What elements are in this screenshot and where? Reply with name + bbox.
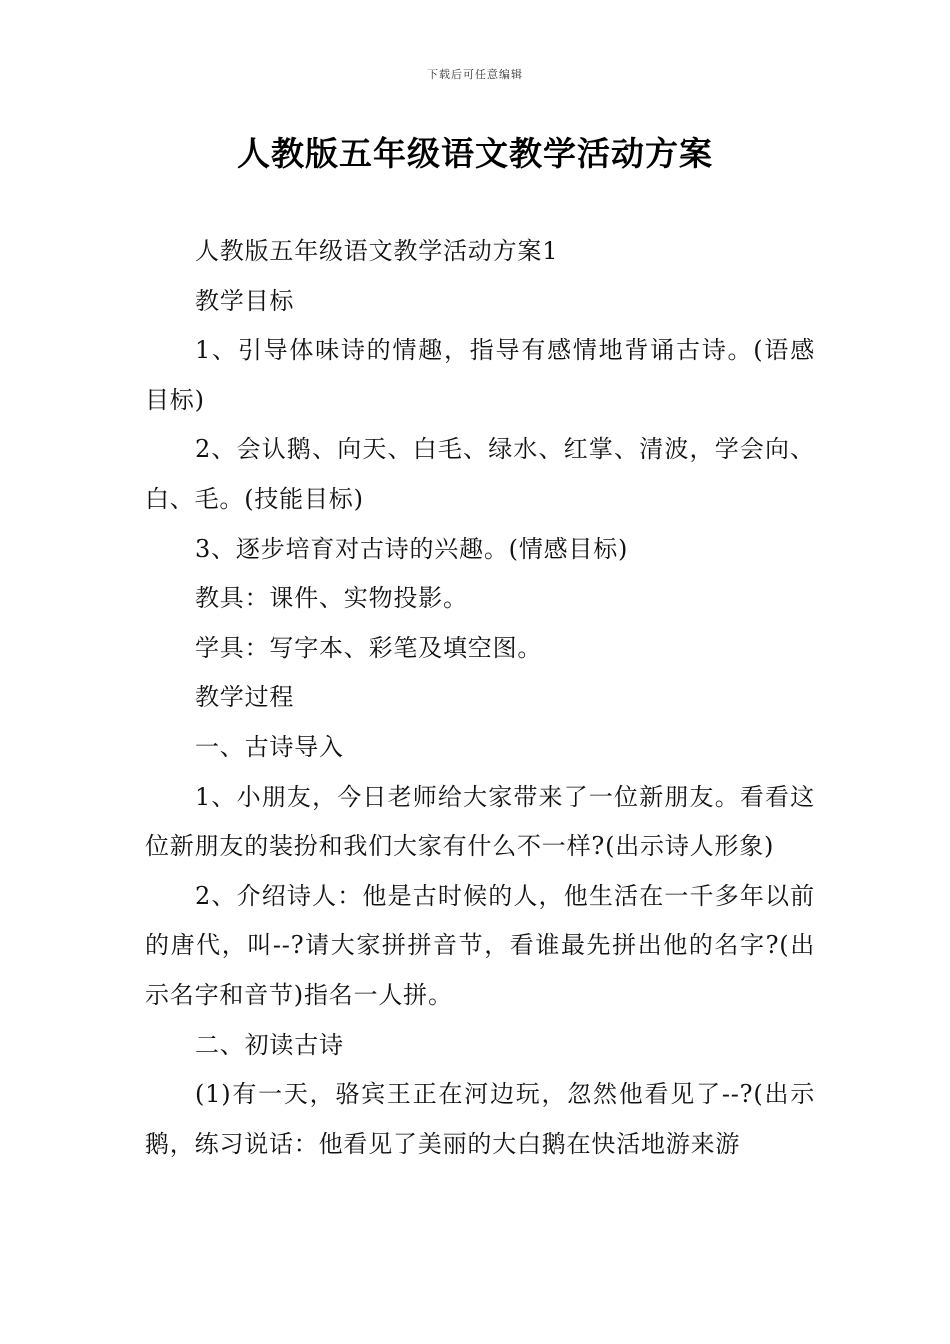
paragraph: 学具：写字本、彩笔及填空图。	[195, 633, 543, 662]
section-heading: 二、初读古诗	[195, 1030, 344, 1059]
paragraph: 教具：课件、实物投影。	[195, 584, 468, 613]
section-heading: 人教版五年级语文教学活动方案1	[195, 237, 559, 265]
section-heading: 一、古诗导入	[195, 732, 344, 761]
header-note: 下载后可任意编辑	[427, 68, 523, 81]
section-heading: 教学过程	[195, 683, 295, 712]
paragraph: 1、引导体味诗的情趣，指导有感情地背诵古诗。(语感目标)	[145, 336, 815, 414]
paragraph: 2、介绍诗人：他是古时候的人，他生活在一千多年以前的唐代，叫--?请大家拼拼音节，看谁最先拼出他的名字?(出示名字和音节)指名一人拼。	[145, 881, 815, 1009]
paragraph: 1、小朋友，今日老师给大家带来了一位新朋友。看看这位新朋友的装扮和我们大家有什么不一样?(出示诗人形象)	[145, 782, 815, 861]
paragraph: 3、逐步培育对古诗的兴趣。(情感目标)	[195, 534, 629, 563]
document-body	[145, 227, 815, 1169]
paragraph: 2、会认鹅、向天、白毛、绿水、红掌、清波，学会向、白、毛。(技能目标)	[145, 435, 815, 513]
document-title: 人教版五年级语文教学活动方案	[237, 134, 713, 173]
paragraph: (1)有一天，骆宾王正在河边玩，忽然他看见了--?(出示鹅，练习说话：他看见了美丽的大白鹅在快活地游来游	[145, 1080, 815, 1158]
section-heading: 教学目标	[195, 286, 295, 315]
